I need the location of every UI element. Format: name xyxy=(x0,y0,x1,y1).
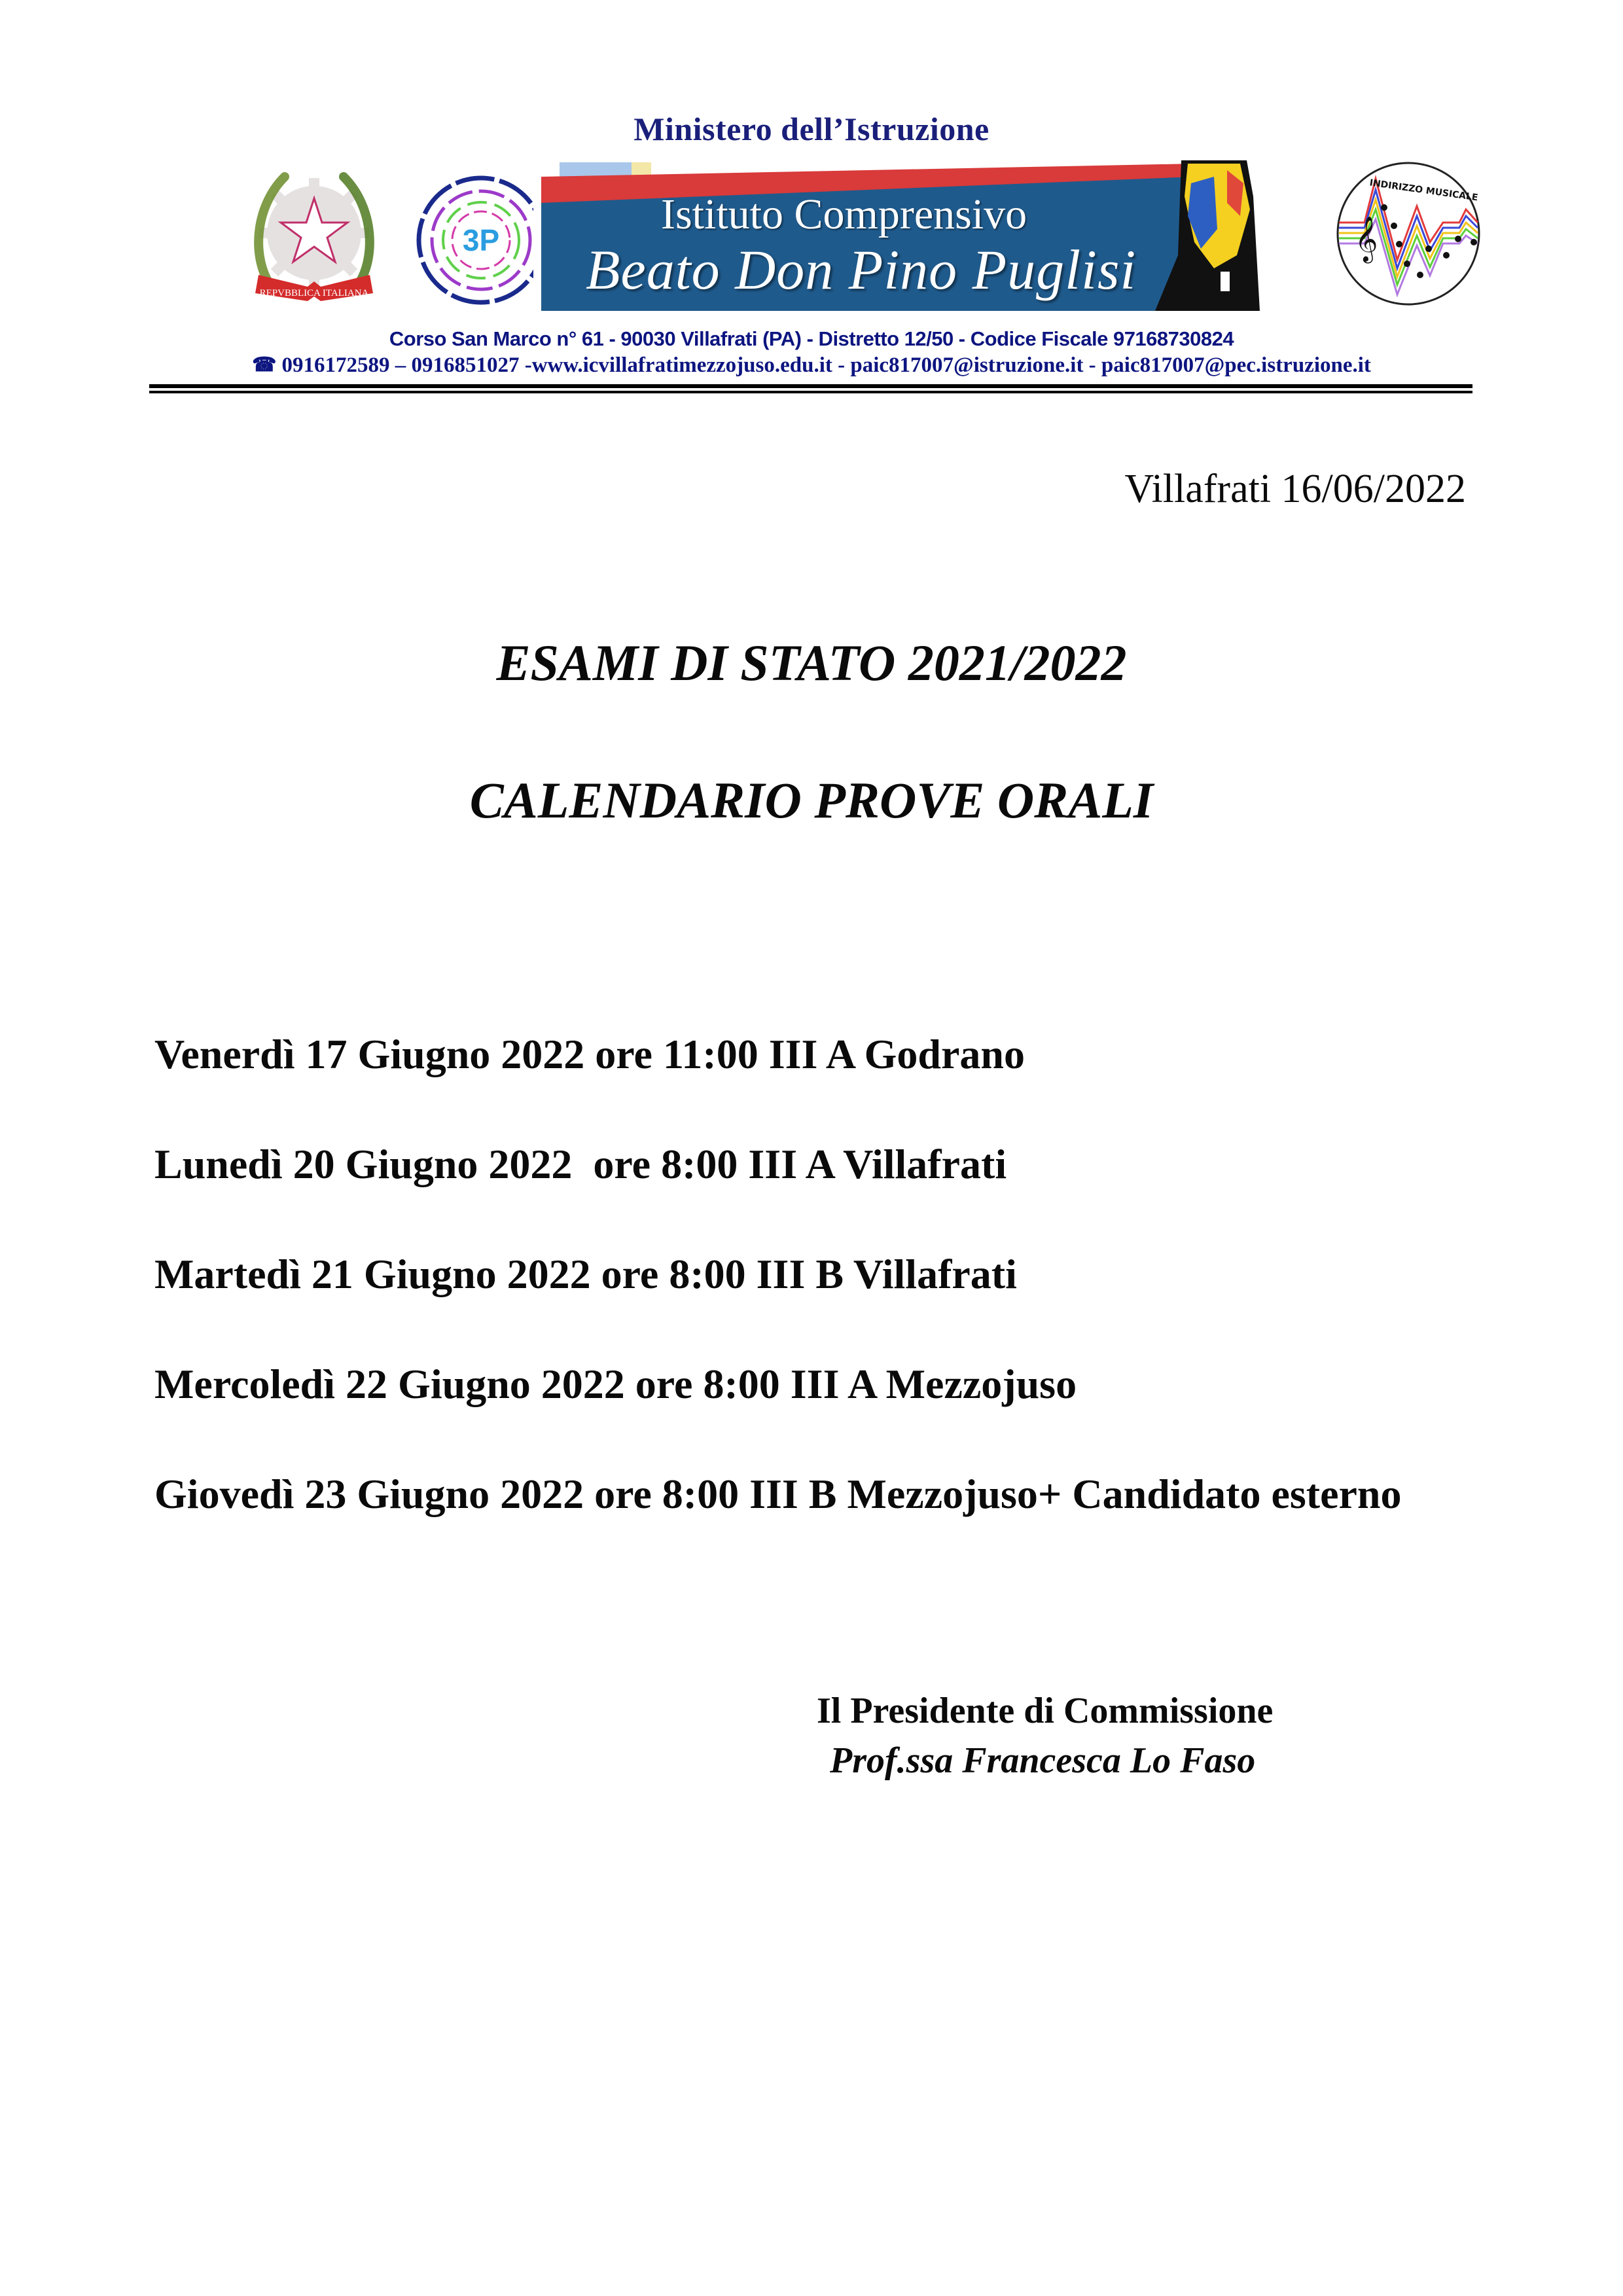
header-divider-thin xyxy=(149,391,1472,393)
school-contacts xyxy=(0,353,1623,378)
svg-text:3P: 3P xyxy=(462,223,500,257)
ministry-heading: Ministero dell’Istruzione xyxy=(633,111,990,147)
banner-institute-type: Istituto Comprensivo xyxy=(661,190,1027,238)
header-divider-thick xyxy=(149,384,1472,388)
schedule-item: Venerdì 17 Giugno 2022 ore 11:00 III A Godrano xyxy=(154,1031,1025,1077)
document-title: ESAMI DI STATO 2021/2022 xyxy=(496,634,1127,691)
svg-text:𝄞: 𝄞 xyxy=(1355,216,1378,262)
music-program-logo-icon xyxy=(1335,160,1482,308)
place-and-date: Villafrati 16/06/2022 xyxy=(1124,467,1466,511)
signature-name: Prof.ssa Francesca Lo Faso xyxy=(830,1740,1256,1781)
document-subtitle: CALENDARIO PROVE ORALI xyxy=(469,772,1154,829)
school-address: Corso San Marco n° 61 - 90030 Villafrati (PA) - Distretto 12/50 - Codice Fiscale 97168730824 xyxy=(389,327,1234,350)
svg-text:INDIRIZZO MUSICALE: INDIRIZZO MUSICALE xyxy=(1368,177,1479,204)
banner-school-name: Beato Don Pino Puglisi xyxy=(586,238,1137,301)
schedule-item: Giovedì 23 Giugno 2022 ore 8:00 III B Mezzojuso+ Candidato esterno xyxy=(154,1471,1402,1517)
contacts-text: 0916172589 – 0916851027 -www.icvillafratimezzojuso.edu.it - paic817007@istruzione.it - paic817007@pec.istruzione.it xyxy=(281,353,1371,377)
3p-logo-icon xyxy=(412,167,550,314)
schedule-item: Mercoledì 22 Giugno 2022 ore 8:00 III A Mezzojuso xyxy=(154,1361,1077,1407)
signature-role: Il Presidente di Commissione xyxy=(817,1691,1274,1731)
schedule-item: Lunedì 20 Giugno 2022 ore 8:00 III A Villafrati xyxy=(154,1141,1007,1187)
schedule-item: Martedì 21 Giugno 2022 ore 8:00 III B Villafrati xyxy=(154,1251,1017,1297)
phone-icon: ☎ xyxy=(252,354,277,376)
oral-exam-schedule xyxy=(154,1029,1496,1520)
svg-text:REPVBBLICA ITALIANA: REPVBBLICA ITALIANA xyxy=(259,288,369,298)
italian-republic-emblem-icon xyxy=(245,162,383,313)
